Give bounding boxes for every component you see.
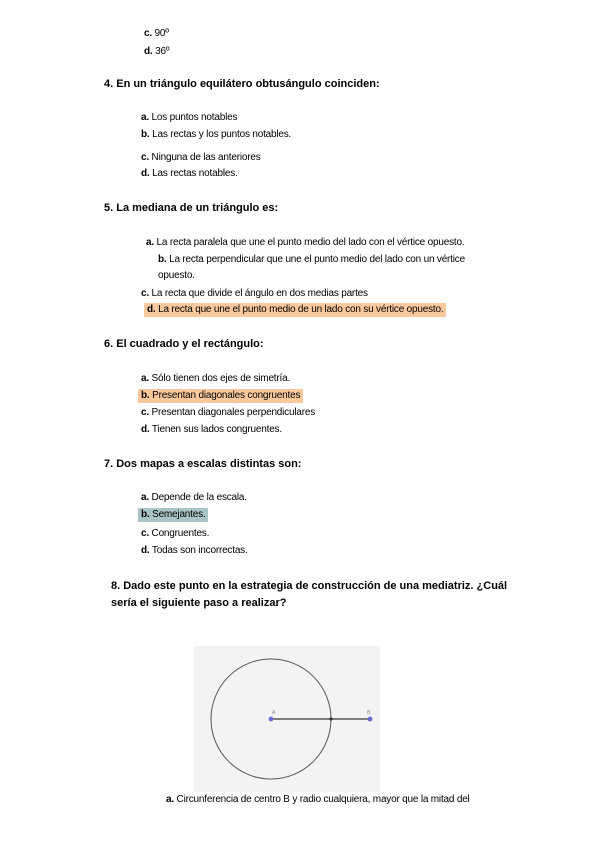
option-a[interactable] [146, 236, 464, 250]
label-a: A [272, 710, 276, 716]
option-letter: c. [141, 152, 149, 163]
option-text: Ninguna de las anteriores [151, 152, 261, 163]
question-5-title: 5. La mediana de un triángulo es: [104, 202, 279, 214]
option-d[interactable] [144, 45, 169, 59]
option-letter: b. [158, 254, 167, 265]
question-8-text: 8. Dado este punto en la estrategia de construcción de una mediatriz. ¿Cuál sería el siguiente paso a realizar? [111, 580, 508, 609]
option-letter: b. [141, 129, 150, 140]
option-text: Sólo tienen dos ejes de simetría. [151, 373, 291, 384]
option-text: La recta que une el punto medio de un lado con su vértice opuesto. [158, 304, 444, 315]
construction-figure [194, 646, 380, 792]
option-text: 36º [155, 46, 170, 57]
option-c[interactable] [141, 406, 315, 420]
option-letter: d. [144, 46, 153, 57]
option-letter: a. [141, 112, 149, 123]
option-text: Tienen sus lados congruentes. [151, 424, 282, 435]
option-d[interactable] [141, 423, 282, 437]
option-b-continuation: opuesto. [158, 270, 195, 281]
option-text: Congruentes. [151, 528, 210, 539]
option-c[interactable] [141, 527, 209, 541]
question-4-title: 4. En un triángulo equilátero obtusángulo coinciden: [104, 78, 380, 90]
option-a[interactable] [166, 793, 470, 807]
option-a[interactable] [141, 372, 290, 386]
intersection-point [329, 717, 332, 720]
option-a[interactable] [141, 491, 247, 505]
option-letter: d. [141, 168, 150, 179]
option-text: 90º [154, 28, 169, 39]
option-letter: b. [141, 390, 150, 401]
option-letter: c. [144, 28, 152, 39]
option-letter: a. [146, 237, 154, 248]
option-c[interactable] [141, 287, 368, 301]
answer-highlight [138, 508, 208, 522]
option-d[interactable] [147, 303, 446, 317]
option-letter: c. [141, 288, 149, 299]
option-b[interactable] [141, 128, 291, 142]
option-letter: d. [147, 304, 156, 315]
option-letter: a. [141, 492, 149, 503]
option-text: Depende de la escala. [151, 492, 247, 503]
option-text: Los puntos notables [151, 112, 238, 123]
option-d[interactable] [141, 167, 238, 181]
option-text: La recta paralela que une el punto medio del lado con el vértice opuesto. [156, 237, 465, 248]
option-text: Las rectas y los puntos notables. [152, 129, 292, 140]
option-b[interactable] [141, 508, 208, 522]
option-c[interactable] [144, 27, 169, 41]
option-letter: a. [166, 794, 174, 805]
point-a [269, 717, 274, 722]
option-a[interactable] [141, 111, 237, 125]
option-text: Presentan diagonales perpendiculares [151, 407, 316, 418]
option-c[interactable] [141, 151, 261, 165]
option-b[interactable] [158, 253, 465, 267]
option-letter: c. [141, 528, 149, 539]
option-b[interactable] [141, 389, 303, 403]
question-7-title: 7. Dos mapas a escalas distintas son: [104, 458, 302, 470]
option-letter: c. [141, 407, 149, 418]
option-text: La recta perpendicular que une el punto medio del lado con un vértice [169, 254, 465, 265]
option-letter: d. [141, 545, 150, 556]
option-text: Todas son incorrectas. [151, 545, 248, 556]
option-d[interactable] [141, 544, 248, 558]
mediatrix-diagram [194, 646, 380, 792]
option-letter: a. [141, 373, 149, 384]
option-text: Presentan diagonales congruentes [152, 390, 301, 401]
option-text: Circunferencia de centro B y radio cualquiera, mayor que la mitad del [176, 794, 470, 805]
option-text: Las rectas notables. [152, 168, 238, 179]
answer-highlight [138, 389, 303, 403]
option-letter: b. [141, 509, 150, 520]
option-letter: d. [141, 424, 150, 435]
point-b [368, 717, 373, 722]
label-b: B [367, 710, 371, 716]
option-text: Semejantes. [152, 509, 206, 520]
answer-highlight [144, 303, 446, 317]
option-text: La recta que divide el ángulo en dos medias partes [151, 288, 368, 299]
question-8-title [111, 578, 531, 612]
question-6-title: 6. El cuadrado y el rectángulo: [104, 338, 264, 350]
